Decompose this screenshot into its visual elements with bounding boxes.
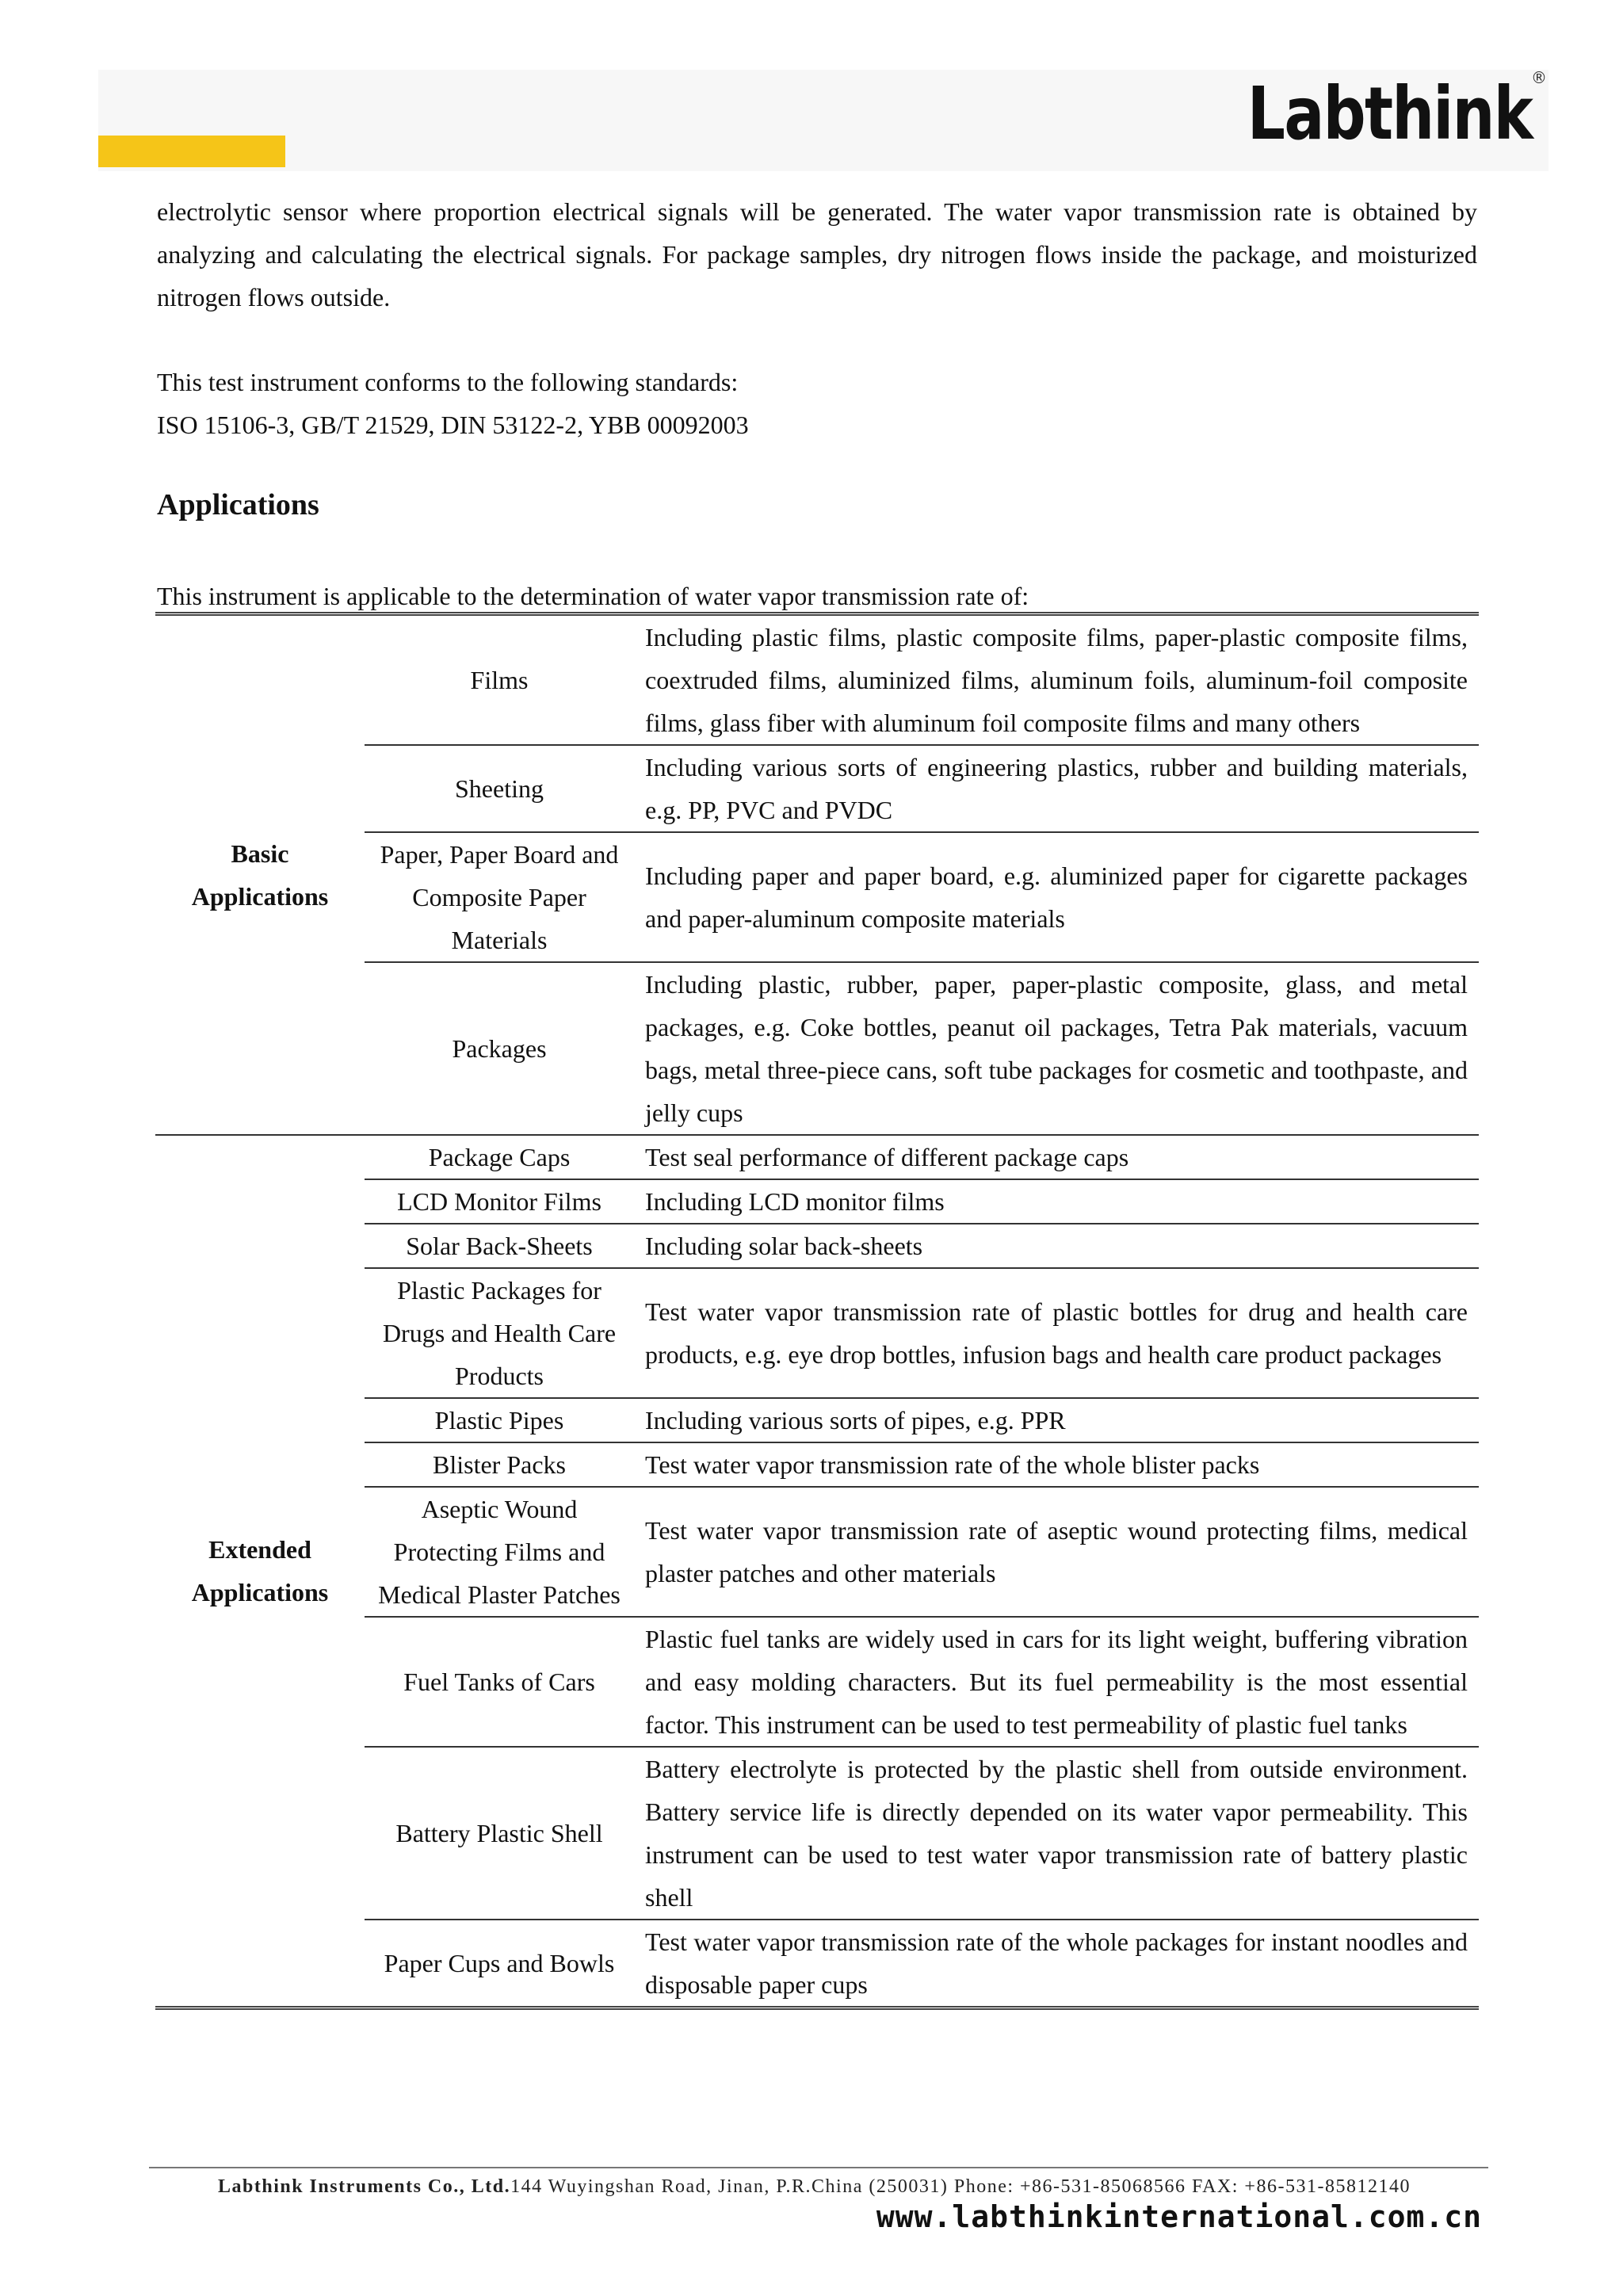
registered-mark: ®	[1531, 68, 1547, 87]
application-item: Packages	[365, 962, 634, 1135]
table-row	[155, 614, 1479, 746]
extended-applications-group: Extended Applications	[191, 1535, 329, 1606]
application-description: Including plastic, rubber, paper, paper-plastic composite, glass, and metal packages, e.g. Coke bottles, peanut oil packages, Tetra Pak materials, vacuum bags, metal three-piece cans, soft tube packages for cosmetic and toothpaste, and jelly cups	[634, 962, 1479, 1135]
standards-lead: This test instrument conforms to the following standards:	[157, 368, 739, 396]
standards-list: ISO 15106-3, GB/T 21529, DIN 53122-2, YBB 00092003	[157, 411, 749, 439]
footer-rule	[149, 2167, 1488, 2168]
application-item: Aseptic Wound Protecting Films and Medical Plaster Patches	[365, 1487, 634, 1617]
applications-lead: This instrument is applicable to the determination of water vapor transmission rate of:	[157, 582, 1029, 610]
footer-address: 144 Wuyingshan Road, Jinan, P.R.China (250031) Phone: +86-531-85068566 FAX: +86-531-85812140	[510, 2176, 1411, 2197]
application-item: Package Caps	[365, 1135, 634, 1179]
application-description: Including plastic films, plastic composite films, paper-plastic composite films, coextruded films, aluminized films, aluminum foils, aluminum-foil composite films, glass fiber with aluminum foil composite films and many others	[634, 614, 1479, 746]
application-description: Test water vapor transmission rate of the whole packages for instant noodles and disposable paper cups	[645, 1927, 1468, 1999]
application-description: Including paper and paper board, e.g. aluminized paper for cigarette packages and paper-aluminum composite materials	[634, 832, 1479, 962]
applications-table	[155, 612, 1479, 2010]
application-description: Battery electrolyte is protected by the plastic shell from outside environment. Battery service life is directly depended on its water vapor permeability. This instrument can be used to test water vapor transmission rate of battery plastic shell	[634, 1747, 1479, 1920]
application-item: LCD Monitor Films	[365, 1179, 634, 1224]
application-description: Including solar back-sheets	[634, 1224, 1479, 1268]
application-description: Including LCD monitor films	[634, 1179, 1479, 1224]
footer-company: Labthink Instruments Co., Ltd.	[218, 2176, 511, 2197]
applications-table-body	[155, 614, 1479, 2008]
footer-contact	[218, 2176, 1411, 2198]
standards-block	[157, 361, 1477, 446]
application-item: Plastic Pipes	[365, 1398, 634, 1442]
application-item: Plastic Packages for Drugs and Health Care Products	[365, 1268, 634, 1398]
application-item: Blister Packs	[365, 1442, 634, 1487]
application-item: Solar Back-Sheets	[365, 1224, 634, 1268]
header-accent-bar	[98, 136, 285, 167]
application-description: Test water vapor transmission rate of the whole blister packs	[634, 1442, 1479, 1487]
application-item: Sheeting	[365, 745, 634, 832]
application-description: Including various sorts of pipes, e.g. PPR	[634, 1398, 1479, 1442]
application-item: Paper, Paper Board and Composite Paper Materials	[365, 832, 634, 962]
intro-paragraph: electrolytic sensor where proportion electrical signals will be generated. The water vapor transmission rate is obtained by analyzing and calculating the electrical signals. For package samples, dry nitrogen flows inside the package, and moisturized nitrogen flows outside.	[157, 197, 1477, 311]
table-row	[155, 1135, 1479, 1179]
application-item: Fuel Tanks of Cars	[365, 1617, 634, 1747]
application-item: Battery Plastic Shell	[365, 1747, 634, 1920]
labthink-logo: Labthink	[1247, 71, 1532, 156]
basic-applications-group: Basic Applications	[155, 614, 365, 1136]
application-description: Plastic fuel tanks are widely used in cars for its light weight, buffering vibration and easy molding characters. But its fuel permeability is the most essential factor. This instrument can be used to test permeability of plastic fuel tanks	[634, 1617, 1479, 1747]
application-description: Test water vapor transmission rate of plastic bottles for drug and health care products, e.g. eye drop bottles, infusion bags and health care product packages	[634, 1268, 1479, 1398]
application-item: Paper Cups and Bowls	[384, 1949, 615, 1977]
applications-heading: Applications	[157, 488, 319, 521]
footer-website: www.labthinkinternational.com.cn	[876, 2199, 1482, 2234]
application-description: Test water vapor transmission rate of aseptic wound protecting films, medical plaster patches and other materials	[634, 1487, 1479, 1617]
application-description: Test seal performance of different package caps	[634, 1135, 1479, 1179]
application-description: Including various sorts of engineering plastics, rubber and building materials, e.g. PP, PVC and PVDC	[634, 745, 1479, 832]
application-item: Films	[365, 614, 634, 746]
